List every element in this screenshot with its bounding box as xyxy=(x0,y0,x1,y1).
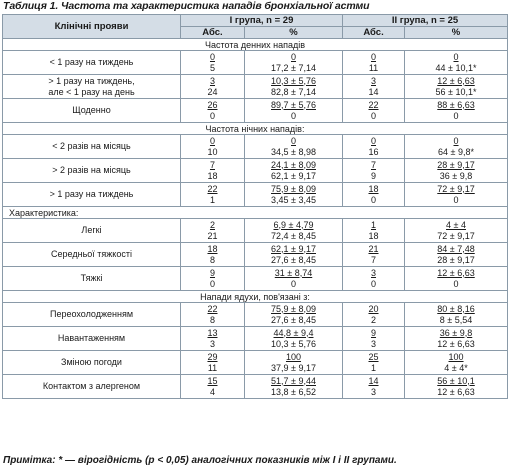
group2-pct-fraction-denominator: 56 ± 10,1* xyxy=(435,86,477,97)
group2-pct-fraction-numerator: 12 ± 6,63 xyxy=(437,75,475,86)
group1-pct-fraction xyxy=(275,268,312,290)
row-label: < 2 разів на місяць xyxy=(3,135,181,159)
group1-abs-cell xyxy=(181,327,245,351)
group2-abs-fraction-numerator: 22 xyxy=(368,99,379,110)
group1-abs-fraction xyxy=(207,184,217,206)
group2-pct-fraction-numerator: 80 ± 8,16 xyxy=(437,303,475,314)
group2-abs-fraction xyxy=(369,328,379,350)
group1-abs-cell xyxy=(181,375,245,399)
group2-pct-fraction-numerator: 36 ± 9,8 xyxy=(439,327,473,338)
group2-abs-fraction-denominator: 2 xyxy=(371,314,377,325)
group1-abs-fraction xyxy=(207,100,217,122)
group1-pct-fraction xyxy=(271,328,316,350)
group2-pct-cell xyxy=(405,351,508,375)
group1-pct-fraction xyxy=(271,136,316,158)
table-header xyxy=(3,15,508,39)
group1-abs-fraction-denominator: 24 xyxy=(207,86,218,97)
group2-pct-fraction xyxy=(437,304,474,326)
group2-pct-cell xyxy=(405,183,508,207)
group2-pct-cell xyxy=(405,243,508,267)
group2-abs-fraction-numerator: 0 xyxy=(371,135,377,146)
group2-pct-fraction-denominator: 0 xyxy=(453,110,459,121)
group2-pct-fraction xyxy=(436,76,477,98)
group1-abs-fraction-numerator: 0 xyxy=(209,51,215,62)
group1-abs-fraction-denominator: 0 xyxy=(209,278,215,289)
group1-pct-fraction xyxy=(271,160,316,182)
section-row xyxy=(3,291,508,303)
group2-pct-fraction xyxy=(437,184,474,206)
group1-pct-cell xyxy=(245,267,343,291)
group1-abs-cell xyxy=(181,159,245,183)
group1-pct-cell xyxy=(245,135,343,159)
group1-abs-fraction-numerator: 0 xyxy=(209,135,215,146)
group2-pct-fraction-numerator: 72 ± 9,17 xyxy=(437,183,475,194)
group1-abs-fraction-denominator: 4 xyxy=(209,386,215,397)
group2-pct-fraction-numerator: 0 xyxy=(453,135,459,146)
group1-pct-cell xyxy=(245,99,343,123)
group2-abs-cell xyxy=(343,183,405,207)
group1-abs-fraction xyxy=(207,136,217,158)
footnote: Примітка: * — вірогідність (р < 0,05) аналогічних показників між І і ІІ групами. xyxy=(3,455,397,466)
group1-pct-fraction xyxy=(271,184,316,206)
group1-abs-fraction-denominator: 10 xyxy=(207,146,218,157)
group1-abs-fraction-numerator: 26 xyxy=(207,99,218,110)
group1-abs-fraction xyxy=(207,352,217,374)
group1-abs-fraction xyxy=(207,304,217,326)
group1-pct-cell xyxy=(245,375,343,399)
group1-pct-fraction xyxy=(271,76,316,98)
group2-pct-fraction xyxy=(437,328,474,350)
group2-pct-fraction xyxy=(436,52,477,74)
section-row xyxy=(3,39,508,51)
group2-pct-cell xyxy=(405,375,508,399)
group1-pct-fraction xyxy=(271,352,316,374)
header-group-1: І група, n = 29 xyxy=(181,15,343,27)
table-row xyxy=(3,327,508,351)
group1-abs-cell xyxy=(181,51,245,75)
group1-abs-fraction xyxy=(208,52,218,74)
group2-pct-cell xyxy=(405,159,508,183)
group1-pct-cell xyxy=(245,51,343,75)
group1-abs-fraction-numerator: 29 xyxy=(207,351,218,362)
group1-abs-cell xyxy=(181,303,245,327)
group1-pct-fraction-denominator: 72,4 ± 8,45 xyxy=(271,230,316,241)
group1-abs-fraction-denominator: 1 xyxy=(209,194,215,205)
group2-abs-fraction-numerator: 18 xyxy=(368,183,379,194)
table-row xyxy=(3,351,508,375)
group1-abs-fraction-numerator: 9 xyxy=(209,267,215,278)
group2-pct-cell xyxy=(405,75,508,99)
group2-abs-fraction-numerator: 25 xyxy=(368,351,379,362)
table-body xyxy=(3,39,508,399)
group2-abs-fraction xyxy=(369,184,379,206)
group1-abs-cell xyxy=(181,99,245,123)
group2-pct-fraction-denominator: 4 ± 4* xyxy=(444,362,468,373)
group1-abs-fraction-denominator: 0 xyxy=(209,110,215,121)
group1-abs-fraction-numerator: 22 xyxy=(207,303,218,314)
section-title: Характеристика: xyxy=(3,207,508,219)
group2-abs-cell xyxy=(343,51,405,75)
group2-abs-fraction-denominator: 3 xyxy=(371,338,377,349)
group2-abs-fraction xyxy=(369,160,379,182)
group1-pct-cell xyxy=(245,303,343,327)
group1-abs-cell xyxy=(181,267,245,291)
group2-pct-fraction-denominator: 44 ± 10,1* xyxy=(435,62,477,73)
group1-pct-fraction-numerator: 24,1 ± 8,09 xyxy=(271,159,316,170)
group1-pct-fraction-denominator: 0 xyxy=(291,110,297,121)
group1-abs-fraction xyxy=(208,268,218,290)
section-title: Напади ядухи, пов'язані з: xyxy=(3,291,508,303)
group2-abs-fraction xyxy=(369,220,379,242)
group2-pct-fraction-denominator: 28 ± 9,17 xyxy=(437,254,475,265)
group1-pct-cell xyxy=(245,351,343,375)
group1-pct-cell xyxy=(245,75,343,99)
group1-pct-fraction-numerator: 44,8 ± 9,4 xyxy=(273,327,314,338)
table-row xyxy=(3,183,508,207)
group2-abs-cell xyxy=(343,243,405,267)
row-label: Легкі xyxy=(3,219,181,243)
row-label: > 2 разів на місяць xyxy=(3,159,181,183)
group2-abs-cell xyxy=(343,327,405,351)
row-label: Тяжкі xyxy=(3,267,181,291)
group2-pct-fraction xyxy=(437,160,474,182)
table-row xyxy=(3,243,508,267)
group1-pct-fraction-denominator: 82,8 ± 7,14 xyxy=(271,86,316,97)
header-g2-pct: % xyxy=(405,27,508,39)
group1-pct-cell xyxy=(245,243,343,267)
group1-pct-fraction-denominator: 3,45 ± 3,45 xyxy=(271,194,316,205)
group1-pct-fraction-numerator: 0 xyxy=(291,135,297,146)
group1-abs-fraction-denominator: 11 xyxy=(207,362,218,373)
group1-abs-fraction xyxy=(207,76,217,98)
group2-pct-fraction-denominator: 12 ± 6,63 xyxy=(437,386,475,397)
group1-pct-fraction-denominator: 10,3 ± 5,76 xyxy=(271,338,316,349)
group2-pct-fraction xyxy=(437,244,474,266)
group2-abs-fraction-denominator: 1 xyxy=(371,362,377,373)
group2-pct-fraction-denominator: 64 ± 9,8* xyxy=(438,146,474,157)
table-row xyxy=(3,159,508,183)
section-title: Частота денних нападів xyxy=(3,39,508,51)
group2-pct-fraction-denominator: 36 ± 9,8 xyxy=(439,170,473,181)
group1-pct-fraction-denominator: 34,5 ± 8,98 xyxy=(271,146,316,157)
group1-abs-fraction-denominator: 5 xyxy=(209,62,215,73)
group1-abs-fraction-denominator: 3 xyxy=(209,338,215,349)
group1-pct-fraction-denominator: 17,2 ± 7,14 xyxy=(271,62,316,73)
group1-pct-cell xyxy=(245,219,343,243)
group1-pct-fraction-numerator: 10,3 ± 5,76 xyxy=(271,75,316,86)
group1-abs-cell xyxy=(181,243,245,267)
group2-abs-fraction-denominator: 11 xyxy=(368,62,379,73)
group2-abs-cell xyxy=(343,99,405,123)
table-row xyxy=(3,75,508,99)
group2-abs-fraction xyxy=(369,244,379,266)
row-label: Переохолодженням xyxy=(3,303,181,327)
group2-abs-fraction xyxy=(369,136,379,158)
group2-abs-cell xyxy=(343,75,405,99)
group2-pct-fraction xyxy=(438,136,474,158)
group1-abs-fraction-numerator: 18 xyxy=(207,243,218,254)
group2-abs-cell xyxy=(343,219,405,243)
group2-abs-fraction xyxy=(369,304,379,326)
group2-abs-fraction xyxy=(369,100,379,122)
table-caption: Таблиця 1. Частота та характеристика нападів бронхіальної астми xyxy=(3,0,370,12)
group1-pct-fraction-denominator: 13,8 ± 6,52 xyxy=(271,386,316,397)
group1-pct-fraction-denominator: 62,1 ± 9,17 xyxy=(271,170,316,181)
group2-pct-cell xyxy=(405,303,508,327)
group2-abs-cell xyxy=(343,303,405,327)
group2-abs-fraction-numerator: 7 xyxy=(371,159,377,170)
group2-pct-fraction-denominator: 0 xyxy=(453,194,459,205)
row-label: Контактом з алергеном xyxy=(3,375,181,399)
group1-pct-fraction xyxy=(271,376,316,398)
group1-abs-fraction xyxy=(207,376,217,398)
group2-abs-fraction xyxy=(369,268,379,290)
group2-pct-fraction xyxy=(444,352,467,374)
group1-pct-fraction-denominator: 27,6 ± 8,45 xyxy=(271,254,316,265)
row-label: < 1 разу на тиждень xyxy=(3,51,181,75)
group1-abs-fraction xyxy=(207,220,217,242)
group1-pct-cell xyxy=(245,327,343,351)
group2-pct-fraction-denominator: 72 ± 9,17 xyxy=(437,230,475,241)
group2-abs-fraction-denominator: 7 xyxy=(371,254,377,265)
group1-pct-fraction-numerator: 31 ± 8,74 xyxy=(274,267,313,278)
group1-abs-cell xyxy=(181,183,245,207)
group2-pct-fraction-denominator: 0 xyxy=(453,278,459,289)
row-label: > 1 разу на тиждень xyxy=(3,183,181,207)
asthma-attacks-table xyxy=(2,14,508,399)
group1-abs-cell xyxy=(181,351,245,375)
group2-pct-fraction-numerator: 12 ± 6,63 xyxy=(437,267,475,278)
group1-pct-fraction xyxy=(271,52,316,74)
group2-pct-fraction xyxy=(437,376,474,398)
group1-pct-fraction xyxy=(271,244,316,266)
group1-abs-fraction-denominator: 18 xyxy=(207,170,218,181)
group1-abs-fraction-denominator: 8 xyxy=(209,314,215,325)
group2-pct-fraction-denominator: 8 ± 5,54 xyxy=(439,314,473,325)
group2-abs-cell xyxy=(343,267,405,291)
group1-abs-fraction-denominator: 21 xyxy=(207,230,218,241)
group2-abs-fraction-numerator: 14 xyxy=(368,375,379,386)
table-row xyxy=(3,375,508,399)
group2-pct-fraction xyxy=(437,268,474,290)
group2-abs-fraction xyxy=(369,376,379,398)
section-title: Частота нічних нападів: xyxy=(3,123,508,135)
header-clinical-signs: Клінічні прояви xyxy=(3,15,181,39)
group2-pct-fraction-denominator: 12 ± 6,63 xyxy=(437,338,475,349)
group1-abs-fraction-denominator: 8 xyxy=(209,254,215,265)
group2-pct-fraction-numerator: 56 ± 10,1 xyxy=(437,375,475,386)
group1-abs-fraction xyxy=(207,328,217,350)
group2-abs-fraction xyxy=(369,352,379,374)
group2-abs-fraction-denominator: 0 xyxy=(371,278,377,289)
group2-abs-fraction xyxy=(369,76,379,98)
group2-pct-fraction-numerator: 28 ± 9,17 xyxy=(437,159,475,170)
group1-pct-fraction xyxy=(271,220,316,242)
group2-abs-fraction-numerator: 3 xyxy=(371,267,377,278)
row-label: Щоденно xyxy=(3,99,181,123)
group1-pct-fraction-numerator: 89,7 ± 5,76 xyxy=(271,99,316,110)
table-row xyxy=(3,267,508,291)
group2-pct-fraction-numerator: 4 ± 4 xyxy=(446,219,466,230)
group2-abs-fraction-numerator: 21 xyxy=(368,243,379,254)
table-row xyxy=(3,99,508,123)
section-row xyxy=(3,123,508,135)
row-label: > 1 разу на тиждень, але < 1 разу на день xyxy=(3,75,181,99)
group1-abs-cell xyxy=(181,135,245,159)
group1-abs-fraction-numerator: 22 xyxy=(207,183,218,194)
group2-pct-cell xyxy=(405,327,508,351)
group1-abs-fraction-numerator: 7 xyxy=(209,159,215,170)
group1-pct-fraction-numerator: 51,7 ± 9,44 xyxy=(271,375,316,386)
group1-pct-fraction-numerator: 0 xyxy=(291,51,297,62)
table-row xyxy=(3,219,508,243)
group1-pct-fraction-numerator: 62,1 ± 9,17 xyxy=(271,243,316,254)
group2-pct-fraction xyxy=(437,220,474,242)
group1-pct-fraction-denominator: 37,9 ± 9,17 xyxy=(271,362,316,373)
group1-abs-fraction xyxy=(207,160,217,182)
group2-pct-cell xyxy=(405,99,508,123)
group1-pct-fraction-numerator: 75,9 ± 8,09 xyxy=(271,183,316,194)
group2-pct-fraction-numerator: 0 xyxy=(453,51,459,62)
group2-abs-cell xyxy=(343,135,405,159)
group1-pct-fraction-numerator: 100 xyxy=(285,351,302,362)
group2-pct-fraction-numerator: 88 ± 6,63 xyxy=(437,99,475,110)
header-g1-pct: % xyxy=(245,27,343,39)
group2-abs-cell xyxy=(343,375,405,399)
group2-abs-fraction-numerator: 1 xyxy=(371,219,377,230)
group1-pct-fraction xyxy=(271,100,316,122)
group1-abs-cell xyxy=(181,219,245,243)
row-label: Зміною погоди xyxy=(3,351,181,375)
section-row xyxy=(3,207,508,219)
group2-abs-fraction-denominator: 16 xyxy=(368,146,379,157)
group1-abs-fraction-numerator: 2 xyxy=(209,219,215,230)
group2-abs-fraction-numerator: 9 xyxy=(371,327,377,338)
group1-abs-fraction xyxy=(207,244,217,266)
group2-pct-fraction xyxy=(437,100,474,122)
group1-pct-fraction xyxy=(271,304,316,326)
group2-abs-fraction-numerator: 3 xyxy=(371,75,377,86)
group2-abs-fraction-denominator: 18 xyxy=(368,230,379,241)
group1-pct-cell xyxy=(245,159,343,183)
group2-pct-cell xyxy=(405,135,508,159)
group1-pct-fraction-numerator: 75,9 ± 8,09 xyxy=(271,303,316,314)
group2-pct-fraction-numerator: 100 xyxy=(448,351,464,362)
group2-abs-fraction-numerator: 20 xyxy=(368,303,379,314)
group2-abs-fraction xyxy=(369,52,379,74)
header-g2-abs: Абс. xyxy=(343,27,405,39)
group2-abs-fraction-numerator: 0 xyxy=(371,51,377,62)
group1-abs-cell xyxy=(181,75,245,99)
group2-abs-fraction-denominator: 0 xyxy=(371,110,377,121)
table-row xyxy=(3,135,508,159)
group2-pct-cell xyxy=(405,219,508,243)
group2-pct-cell xyxy=(405,267,508,291)
group1-abs-fraction-numerator: 13 xyxy=(207,327,218,338)
row-label: Середньої тяжкості xyxy=(3,243,181,267)
table-row xyxy=(3,51,508,75)
group1-pct-fraction-denominator: 0 xyxy=(290,278,296,289)
group2-abs-fraction-denominator: 14 xyxy=(368,86,379,97)
group2-abs-fraction-denominator: 0 xyxy=(371,194,377,205)
row-label: Навантаженням xyxy=(3,327,181,351)
table-row xyxy=(3,303,508,327)
group2-pct-cell xyxy=(405,51,508,75)
group2-abs-fraction-denominator: 3 xyxy=(371,386,377,397)
header-group-2: ІІ група, n = 25 xyxy=(343,15,508,27)
header-g1-abs: Абс. xyxy=(181,27,245,39)
group1-abs-fraction-numerator: 15 xyxy=(207,375,218,386)
header-row-groups xyxy=(3,15,508,27)
group1-pct-fraction-denominator: 27,6 ± 8,45 xyxy=(271,314,316,325)
group1-pct-cell xyxy=(245,183,343,207)
group2-abs-cell xyxy=(343,159,405,183)
group1-pct-fraction-numerator: 6,9 ± 4,79 xyxy=(273,219,314,230)
group2-abs-cell xyxy=(343,351,405,375)
group2-abs-fraction-denominator: 9 xyxy=(371,170,377,181)
group2-pct-fraction-numerator: 84 ± 7,48 xyxy=(437,243,475,254)
group1-abs-fraction-numerator: 3 xyxy=(209,75,215,86)
